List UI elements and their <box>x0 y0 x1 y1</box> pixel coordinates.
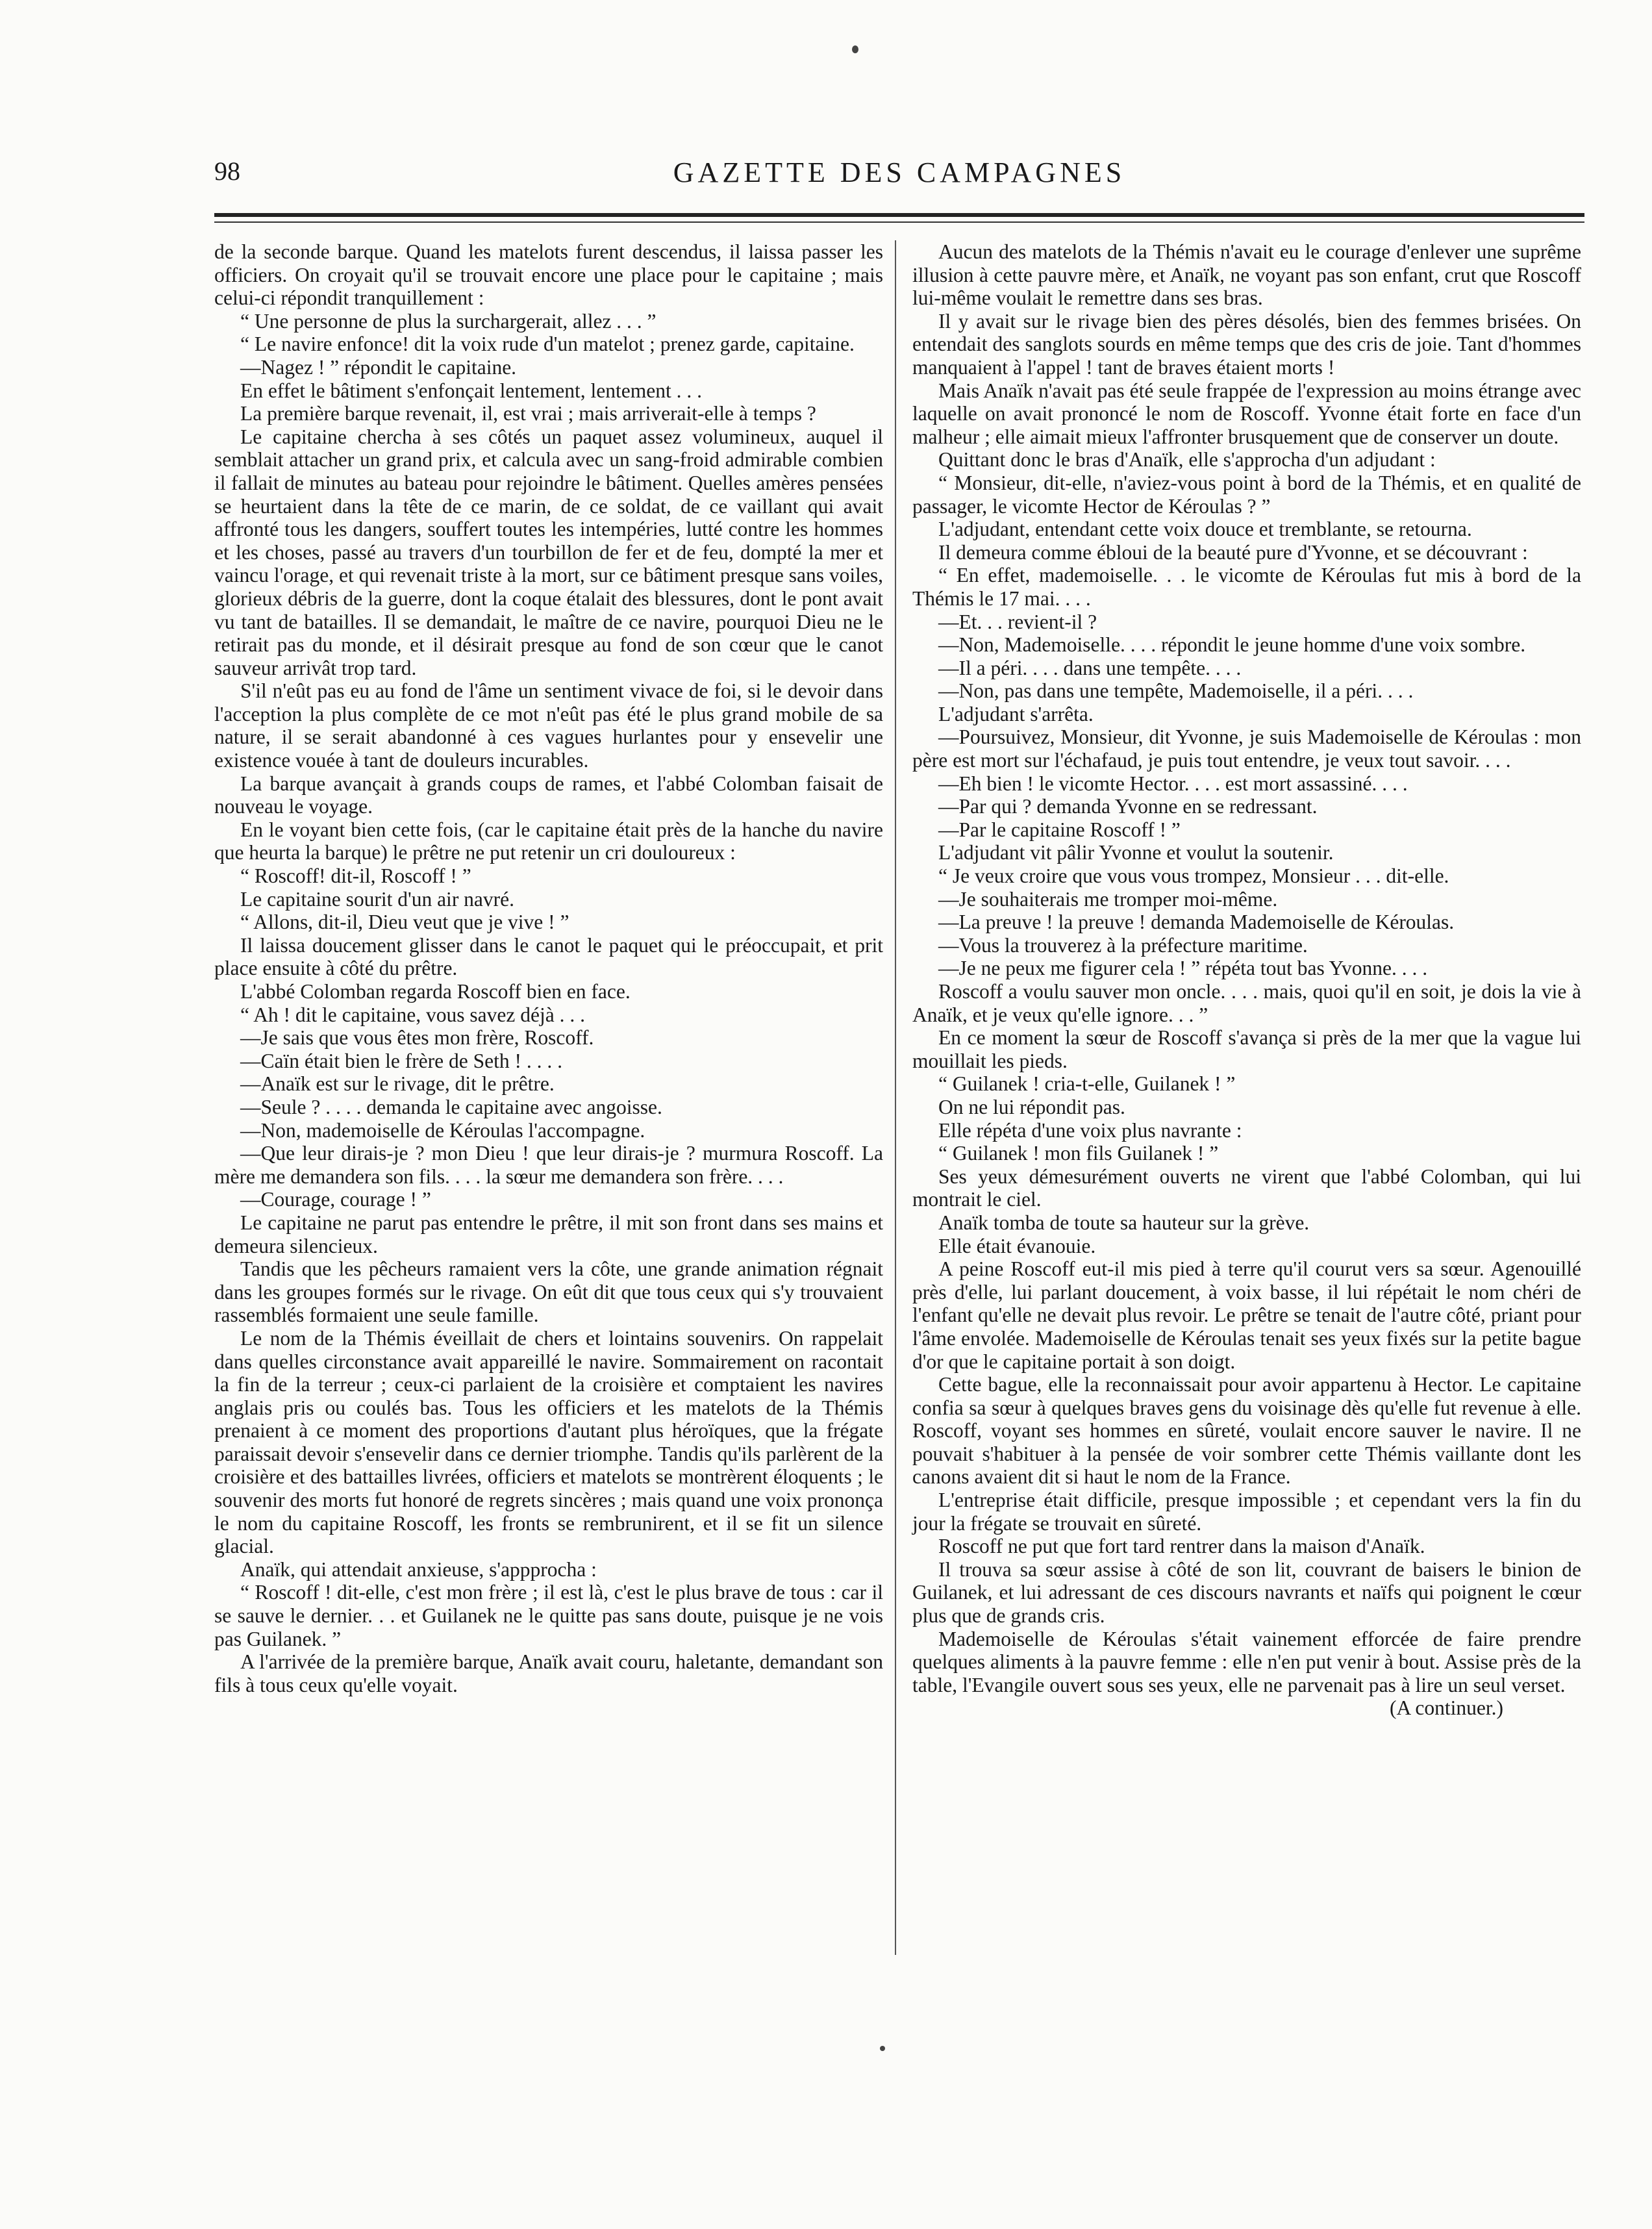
continuation-note: (A continuer.) <box>1390 1696 1503 1720</box>
paragraph: —Il a péri. . . . dans une tempête. . . . <box>938 656 1242 679</box>
paragraph: —Anaïk est sur le rivage, dit le prêtre. <box>240 1072 555 1096</box>
paragraph: —Poursuivez, Monsieur, dit Yvonne, je suis Mademoiselle de Kéroulas : mon père est mort sur l'échafaud, je puis tout entendre, je veux tout savoir. . . . <box>912 725 1581 772</box>
paragraph: —Par qui ? demanda Yvonne en se redressant. <box>938 795 1318 818</box>
paragraph: Il trouva sa sœur assise à côté de son lit, couvrant de baisers le binion de Guilanek, et lui adressant de ces discours navrants et naïfs qui poignent le cœur plus que de grands cris. <box>912 1557 1581 1628</box>
paragraph: —Je souhaiterais me tromper moi-même. <box>938 887 1278 911</box>
paragraph: L'abbé Colomban regarda Roscoff bien en face. <box>240 980 631 1003</box>
page-title: GAZETTE DES CAMPAGNES <box>673 157 1126 188</box>
paragraph: La première barque revenait, il, est vrai ; mais arriverait-elle à temps ? <box>240 402 816 425</box>
paragraph: —Non, mademoiselle de Kéroulas l'accompagne. <box>240 1118 645 1142</box>
paragraph: En ce moment la sœur de Roscoff s'avança si près de la mer que la vague lui mouillait les pieds. <box>912 1026 1581 1072</box>
paragraph: Mais Anaïk n'avait pas été seule frappée de l'expression au moins étrange avec laquelle on avait prononcé le nom de Roscoff. Yvonne était forte en face d'un malheur ; elle aimait mieux l'affronter brusquement que de conserver un doute. <box>912 379 1581 448</box>
paragraph: Il laissa doucement glisser dans le canot le paquet qui le préoccupait, et prit place ensuite à côté du prêtre. <box>214 933 883 980</box>
header-rule-thick <box>214 213 1584 217</box>
paragraph: “ Allons, dit-il, Dieu veut que je vive ! ” <box>240 911 569 934</box>
paragraph: —Et. . . revient-il ? <box>938 610 1097 633</box>
page-number: 98 <box>214 157 240 186</box>
paragraph: —Non, pas dans une tempête, Mademoiselle, il a péri. . . . <box>938 679 1414 703</box>
paragraph: —Eh bien ! le vicomte Hector. . . . est mort assassiné. . . . <box>938 772 1408 795</box>
paragraph: En effet le bâtiment s'enfonçait lentement, lentement . . . <box>240 379 702 402</box>
paragraph: Mademoiselle de Kéroulas s'était vainement efforcée de faire prendre quelques aliments à la pauvre femme : elle n'en put venir à bout. Assise près de la table, l'Evangile ouvert sous ses yeux, elle ne parvenait pas à lire un seul verset. <box>912 1627 1581 1696</box>
paragraph: —Je sais que vous êtes mon frère, Roscoff. <box>240 1026 594 1050</box>
paragraph: Quittant donc le bras d'Anaïk, elle s'approcha d'un adjudant : <box>938 448 1436 472</box>
ink-speck <box>852 45 858 53</box>
paragraph: —Nagez ! ” répondit le capitaine. <box>240 355 517 379</box>
paragraph: Roscoff ne put que fort tard rentrer dans la maison d'Anaïk. <box>938 1535 1425 1558</box>
paragraph: “ Roscoff ! dit-elle, c'est mon frère ; il est là, c'est le plus brave de tous : car il se sauve le dernier. . . et Guilanek ne le quitte pas sans doute, puisque je ne vois pas Guilanek. ” <box>214 1581 883 1650</box>
paragraph: L'adjudant vit pâlir Yvonne et voulut la soutenir. <box>938 841 1334 864</box>
paragraph: Il y avait sur le rivage bien des pères désolés, bien des femmes brisées. On entendait des sanglots sourds en même temps que des cris de joie. Tant d'hommes manquaient à l'appel ! tant de braves étaient morts ! <box>912 309 1581 379</box>
paragraph: L'adjudant s'arrêta. <box>938 702 1094 725</box>
paragraph: En le voyant bien cette fois, (car le capitaine était près de la hanche du navire que heurta la barque) le prêtre ne put retenir un cri douloureux : <box>214 818 883 864</box>
paragraph: —Caïn était bien le frère de Seth ! . . . . <box>240 1049 562 1072</box>
paragraph: —Non, Mademoiselle. . . . répondit le jeune homme d'une voix sombre. <box>938 633 1526 657</box>
paragraph: “ Roscoff! dit-il, Roscoff ! ” <box>240 864 471 888</box>
left-column <box>214 240 883 1696</box>
header-rule-thin <box>214 221 1584 223</box>
paragraph: L'entreprise était difficile, presque impossible ; et cependant vers la fin du jour la frégate se trouvait en sûreté. <box>912 1489 1581 1535</box>
paragraph: Il demeura comme ébloui de la beauté pure d'Yvonne, et se découvrant : <box>938 540 1528 564</box>
paragraph: S'il n'eût pas eu au fond de l'âme un sentiment vivace de foi, si le devoir dans l'acception la plus complète de ce mot n'eût pas été le plus grand mobile de sa nature, il se serait abandonné à ces vagues hurlantes pour y ensevelir une existence vouée à tant de douleurs incurables. <box>214 679 883 772</box>
paragraph: “ Guilanek ! cria-t-elle, Guilanek ! ” <box>938 1072 1236 1096</box>
paragraph: Roscoff a voulu sauver mon oncle. . . . mais, quoi qu'il en soit, je dois la vie à Anaïk, et je veux qu'elle ignore. . . ” <box>912 980 1581 1026</box>
paragraph: “ Le navire enfonce! dit la voix rude d'un matelot ; prenez garde, capitaine. <box>240 333 855 356</box>
paragraph: “ Monsieur, dit-elle, n'aviez-vous point à bord de la Thémis, et en qualité de passager, le vicomte Hector de Kéroulas ? ” <box>912 471 1581 518</box>
paragraph: —Par le capitaine Roscoff ! ” <box>938 818 1181 841</box>
paragraph: “ Je veux croire que vous vous trompez, Monsieur . . . dit-elle. <box>938 864 1449 888</box>
paragraph: —Seule ? . . . . demanda le capitaine avec angoisse. <box>240 1095 662 1118</box>
paragraph: Le nom de la Thémis éveillait de chers et lointains souvenirs. On rappelait dans quelles circonstance avait appareillé le navire. Sommairement on racontait la fin de la terreur ; ceux-ci parlaient de la croisière et comptaient les navires anglais pris ou coulés bas. Tous les officiers et les matelots de la Thémis prenaient à ce moment des proportions d'autant plus héroïques, que la frégate paraissait devoir s'ensevelir dans ce dernier triomphe. Tandis qu'ils parlèrent de la croisière et des battailles livrées, officiers et matelots se montrèrent éloquents ; le souvenir des morts fut honoré de regrets sincères ; mais quand une voix prononça le nom du capitaine Roscoff, les fronts se rembrunirent, et il se fit un silence glacial. <box>214 1326 883 1558</box>
right-column <box>912 240 1581 1720</box>
paragraph: “ Guilanek ! mon fils Guilanek ! ” <box>938 1142 1219 1165</box>
paragraph: L'adjudant, entendant cette voix douce et tremblante, se retourna. <box>938 518 1472 541</box>
paragraph: —Courage, courage ! ” <box>240 1188 431 1211</box>
paragraph: A l'arrivée de la première barque, Anaïk avait couru, haletante, demandant son fils à tous ceux qu'elle voyait. <box>214 1650 883 1696</box>
paragraph: Anaïk, qui attendait anxieuse, s'appprocha : <box>240 1557 597 1581</box>
paragraph: Le capitaine ne parut pas entendre le prêtre, il mit son front dans ses mains et demeura silencieux. <box>214 1211 883 1257</box>
paragraph: Aucun des matelots de la Thémis n'avait eu le courage d'enlever une suprême illusion à cette pauvre mère, et Anaïk, ne voyant pas son enfant, crut que Roscoff lui-même voulait le remettre dans ses bras. <box>912 240 1581 310</box>
paragraph: Cette bague, elle la reconnaissait pour avoir appartenu à Hector. Le capitaine confia sa sœur à quelques braves gens du voisinage dès qu'elle fut revenue à elle. Roscoff, voyant ses hommes en sûreté, voulait encore sauver le navire. Il ne pouvait s'habituer à la pensée de voir sombrer cette Thémis vaillante dont les canons avaient dit si haut le nom de la France. <box>912 1373 1581 1489</box>
paragraph: “ En effet, mademoiselle. . . le vicomte de Kéroulas fut mis à bord de la Thémis le 17 mai. . . . <box>912 564 1581 610</box>
paragraph: A peine Roscoff eut-il mis pied à terre qu'il courut vers sa sœur. Agenouillé près d'elle, lui parlant doucement, à voix basse, il lui répétait le nom chéri de l'enfant qu'elle ne devait plus revoir. Le prêtre se tenait de l'autre côté, priant pour l'âme envolée. Mademoiselle de Kéroulas tenait ses yeux fixés sur la petite bague d'or que le capitaine portait à son doigt. <box>912 1257 1581 1373</box>
paragraph: —Vous la trouverez à la préfecture maritime. <box>938 933 1308 957</box>
paragraph: Elle était évanouie. <box>938 1234 1096 1257</box>
paragraph: de la seconde barque. Quand les matelots furent descendus, il laissa passer les officiers. On croyait qu'il se trouvait encore une place pour le capitaine ; mais celui-ci répondit tranquillement : <box>214 240 883 310</box>
paragraph: Le capitaine chercha à ses côtés un paquet assez volumineux, auquel il semblait attacher un grand prix, et calcula avec un sang-froid admirable combien il fallait de minutes au bateau pour rejoindre le bâtiment. Quelles amères pensées se heurtaient dans la tête de ce marin, de ce soldat, de ce vaillant qui avait affronté tous les dangers, souffert toutes les intempéries, lutté contre les hommes et les choses, passé au travers d'un tourbillon de fer et de feu, dompté la mer et vaincu l'orage, et qui revenait triste à la mort, sur ce bâtiment presque sans voiles, glorieux débris de la guerre, dont la coque étalait des blessures, dont le pont avait vu tant de batailles. Il se demandait, le maître de ce navire, pourquoi Dieu ne le retirait pas du monde, et il désirait presque au fond de son cœur que le canot sauveur arrivât trop tard. <box>214 425 883 679</box>
paragraph: —Que leur dirais-je ? mon Dieu ! que leur dirais-je ? murmura Roscoff. La mère me demandera son fils. . . . la sœur me demandera son frère. . . . <box>214 1142 883 1188</box>
ink-speck <box>880 2046 885 2051</box>
paragraph: —Je ne peux me figurer cela ! ” répéta tout bas Yvonne. . . . <box>938 957 1428 980</box>
paragraph: Ses yeux démesurément ouverts ne virent que l'abbé Colomban, qui lui montrait le ciel. <box>912 1165 1581 1211</box>
paragraph: Anaïk tomba de toute sa hauteur sur la grève. <box>938 1211 1310 1234</box>
paragraph: Tandis que les pêcheurs ramaient vers la côte, une grande animation régnait dans les groupes formés sur le rivage. On eût dit que tous ceux qui s'y trouvaient rassemblés formaient une seule famille. <box>214 1257 883 1327</box>
column-divider <box>895 240 896 1955</box>
paragraph: La barque avançait à grands coups de rames, et l'abbé Colomban faisait de nouveau le voyage. <box>214 772 883 818</box>
paragraph: Le capitaine sourit d'un air navré. <box>240 887 515 911</box>
paragraph: “ Ah ! dit le capitaine, vous savez déjà . . . <box>240 1003 585 1026</box>
paragraph: On ne lui répondit pas. <box>938 1095 1125 1118</box>
paragraph: Elle répéta d'une voix plus navrante : <box>938 1118 1242 1142</box>
paragraph: “ Une personne de plus la surchargerait, allez . . . ” <box>240 309 657 333</box>
paragraph: —La preuve ! la preuve ! demanda Mademoiselle de Kéroulas. <box>938 911 1455 934</box>
page-header <box>214 156 1584 195</box>
